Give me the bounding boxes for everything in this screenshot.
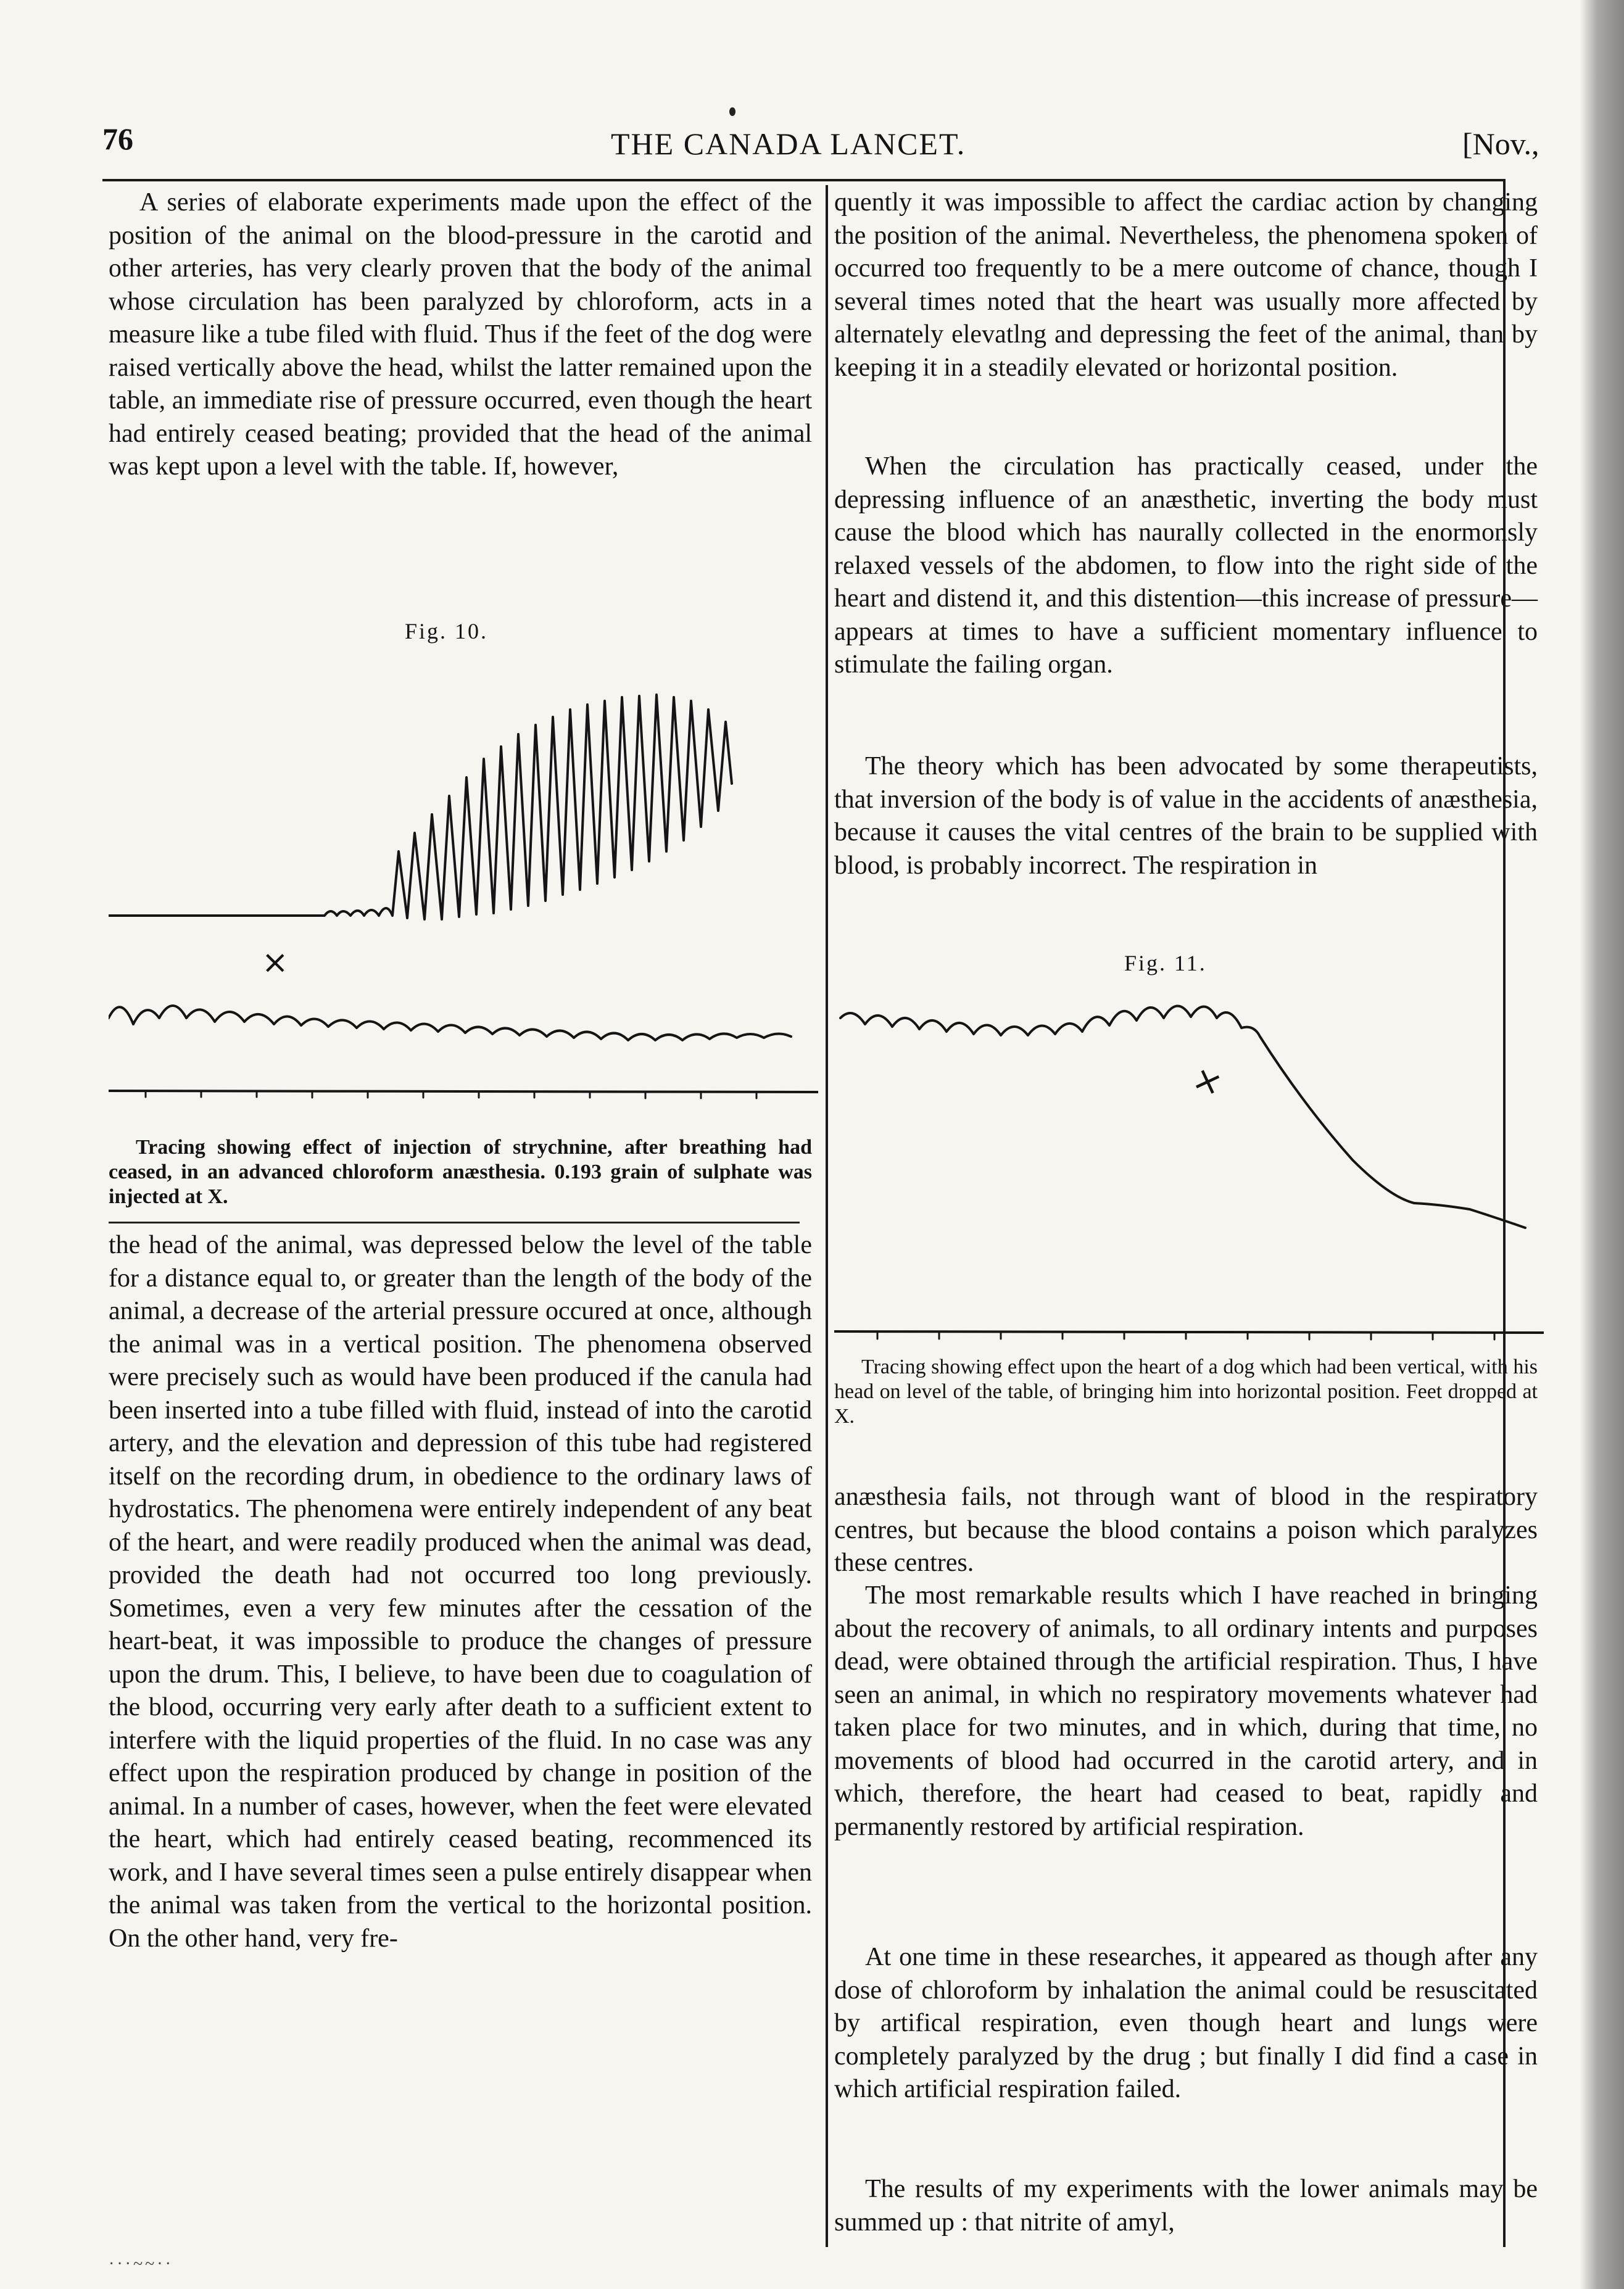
right-paragraph-2: When the circulation has practically ceased, under the depressing influence of an anæsthetic, inverting the body must cause the blood which has naurally collected in the enormonsly relaxed vessels of the abdomen, to flow into the right side of the heart and distend it, and this distention—this increase of pressure—appears at times to have a sufficient momentary influence to stimulate the failing organ. bbox=[834, 452, 1538, 679]
figure-10-tracing bbox=[109, 648, 818, 1117]
right-paragraph-3: The theory which has been advocated by some therapeutists, that inversion of the body is of value in the accidents of anæsthesia, because it causes the vital centres of the brain to be supplied with blood, is probably incorrect. The respiration in bbox=[834, 752, 1538, 880]
fig10-pressure-trace bbox=[109, 695, 732, 919]
figure-11-caption: Tracing showing effect upon the heart of a dog which had been vertical, with his head on level of the table, of bringing him into horizontal position. Feet dropped at X. bbox=[834, 1356, 1538, 1428]
page-number: 76 bbox=[102, 122, 133, 156]
right-paragraph-4: anæsthesia fails, not through want of blood in the respiratory centres, but because the blood contains a poison which paralyzes these centres. bbox=[834, 1483, 1538, 1577]
left-paragraph-2: the head of the animal, was depressed below the level of the table for a distance equal to, or greater than the length of the body of the animal, a decrease of the arterial pressure occured at once, although the animal was in a vertical position. The phenomena observed were precisely such as would have been produced if the canula had been inserted into a tube filled with fluid, instead of into the carotid artery, and the elevation and depression of this tube had registered itself on the recording drum, in obedience to the ordinary laws of hydrostatics. The phenomena were entirely independent of any beat of the heart, and were readily produced when the animal was dead, provided the death had not occurred too long previously. Sometimes, even a very few minutes after the cessation of the heart-beat, it was impossible to produce the changes of pressure upon the drum. This, I believe, to have been due to coagulation of the blood, occurring very early after death to a sufficient extent to interfere with the liquid properties of the fluid. In no case was any effect upon the respiration produced by change in position of the animal. In a number of cases, however, when the feet were elevated the heart, which had entirely ceased beating, recommenced its work, and I have several times seen a pulse entirely disappear when the animal was taken from the vertical to the horizontal position. On the other hand, very fre- bbox=[109, 1231, 812, 1953]
header-rule bbox=[102, 179, 1503, 181]
figure-10-injection-marker: × bbox=[262, 944, 289, 981]
scan-edge-shadow bbox=[1580, 0, 1624, 2289]
figure-11-feet-dropped-marker: × bbox=[1187, 1057, 1228, 1106]
column-divider bbox=[826, 185, 828, 2247]
scan-mark: ···~~·· bbox=[109, 2254, 173, 2274]
header-ornament bbox=[729, 107, 735, 116]
figure-10-caption: Tracing showing effect of injection of strychnine, after breathing had ceased, in an advanced chloroform anæsthesia. 0.193 grain of sulphate was injected at X. bbox=[109, 1136, 812, 1208]
caption-underline bbox=[109, 1222, 800, 1223]
right-paragraph-6: At one time in these researches, it appeared as though after any dose of chloroform by inhalation the animal could be resuscitated by artifical respiration, even though heart and lungs were completely paralyzed by the drug ; but finally I did find a case in which artificial respiration failed. bbox=[834, 1943, 1538, 2103]
fig10-time-marker-line bbox=[109, 1091, 818, 1092]
fig11-pressure-trace bbox=[840, 1006, 1525, 1228]
right-paragraph-5: The most remarkable results which I have reached in bringing about the recovery of animals, to all ordinary intents and purposes dead, were obtained through the artificial respiration. Thus, I have seen an animal, in which no respiratory movements whatever had taken place for two minutes, and in which, during that time, no movements of blood had occurred in the carotid artery, and in which, therefore, the heart had ceased to beat, rapidly and permanently restored by artificial respiration. bbox=[834, 1581, 1538, 1841]
figure-11-title: Fig. 11. bbox=[1124, 951, 1207, 975]
right-paragraph-7: The results of my experiments with the lower animals may be summed up : that nitrite of amyl, bbox=[834, 2175, 1538, 2237]
left-paragraph-1: A series of elaborate experiments made upon the effect of the position of the animal on the blood-pressure in the carotid and other arteries, has very clearly proven that the body of the animal whose circulation has been paralyzed by chloroform, acts in a measure like a tube filed with fluid. Thus if the feet of the dog were raised vertically above the head, whilst the latter remained upon the table, an immediate rise of pressure occurred, even though the heart had entirely ceased beating; provided that the head of the animal was kept upon a level with the table. If, however, bbox=[109, 188, 812, 481]
issue-month: [Nov., bbox=[1462, 126, 1539, 161]
fig10-respiration-trace bbox=[109, 1006, 791, 1040]
figure-11-tracing bbox=[834, 981, 1544, 1351]
figure-10-title: Fig. 10. bbox=[405, 619, 489, 644]
journal-title: THE CANADA LANCET. bbox=[611, 126, 966, 161]
fig11-time-marker-line bbox=[834, 1331, 1544, 1333]
right-paragraph-1: quently it was impossible to affect the cardiac action by changing the position of the animal. Nevertheless, the phenomena spoken of occurred too frequently to be a mere outcome of chance, though I several times noted that the heart was usually more affected by alternately elevatlng and depressing the feet of the animal, than by keeping it in a steadily elevated or horizontal position. bbox=[834, 188, 1538, 382]
